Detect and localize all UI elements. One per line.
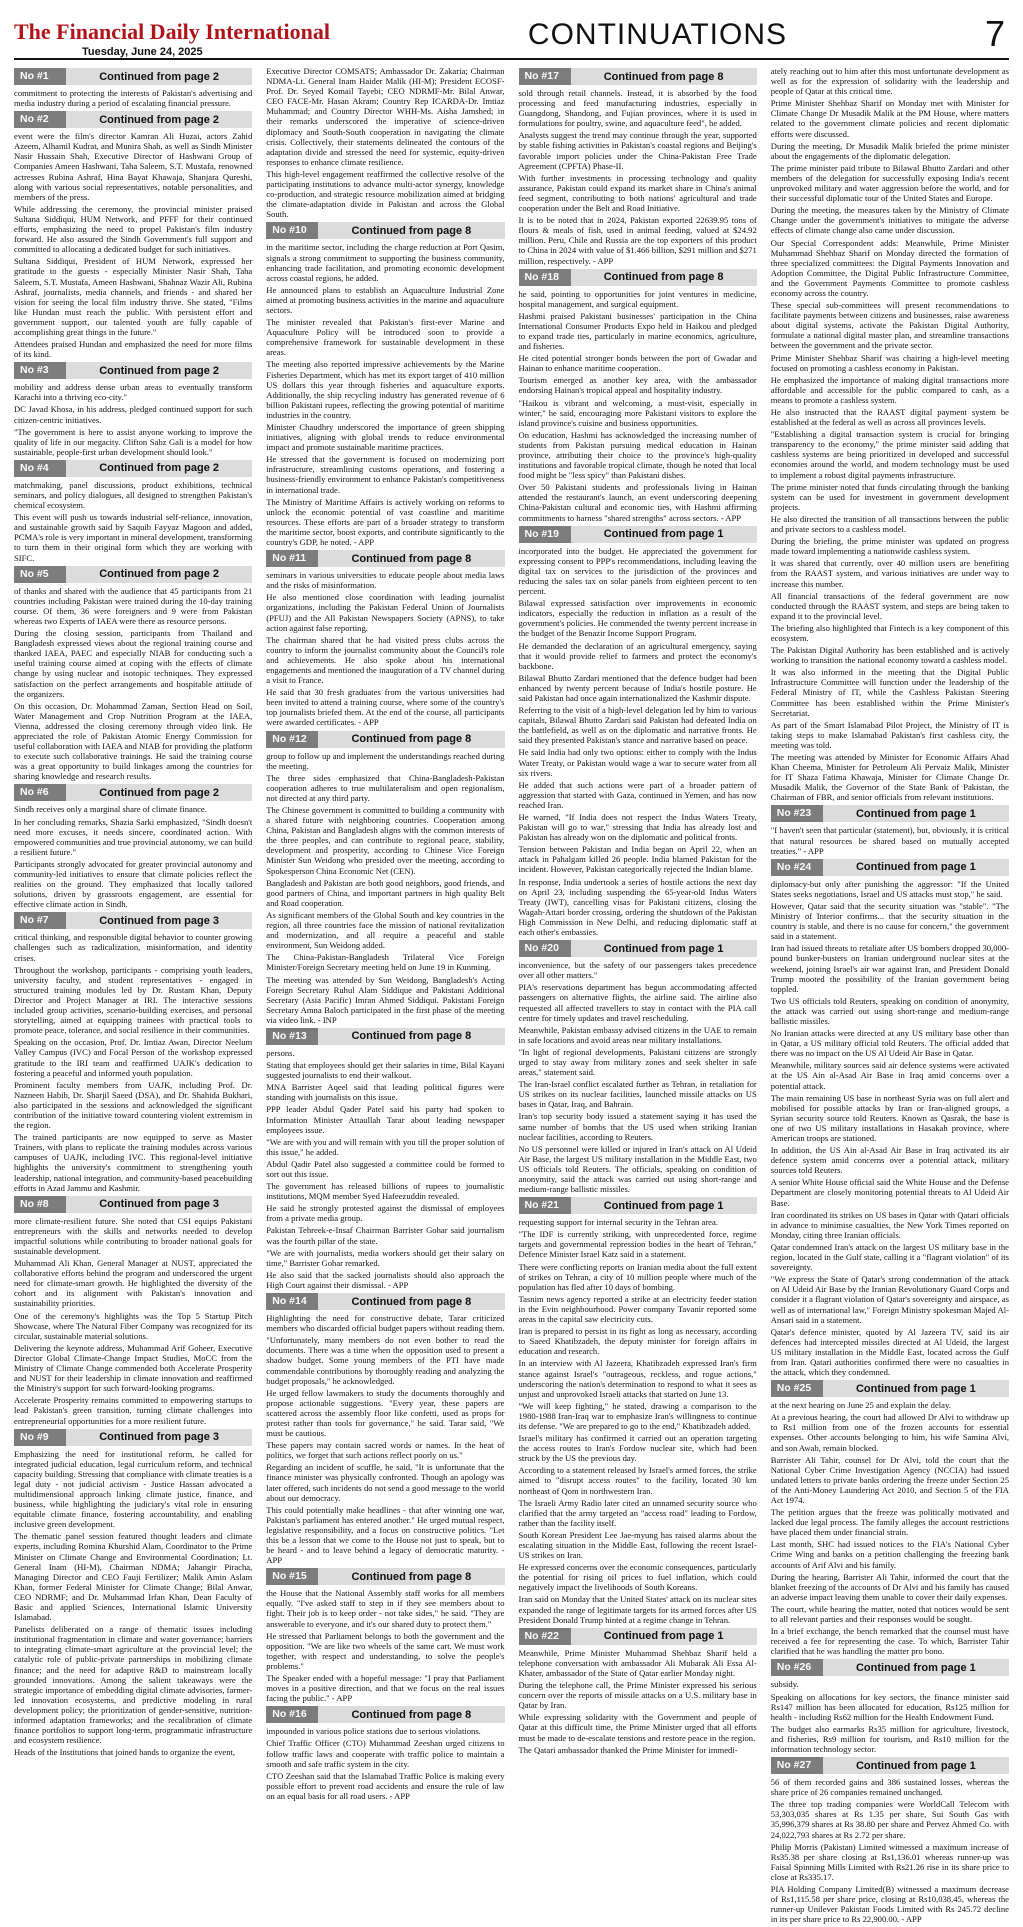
article-paragraph: of thanks and shared with the audience that 45 participants from 21 countries including Pakistan were trained during the 10-day training course. Of them, 36 were foreigners and 9 were from Pakistan whereas two Experts of IAEA were there as resource persons. bbox=[14, 585, 253, 626]
continued-from-label: Continued from page 8 bbox=[351, 733, 472, 746]
article-paragraph: He emphasized the importance of making digital transactions more affordable and accessible for the public compared to cash, as a means to promote a cashless system. bbox=[770, 374, 1009, 405]
continuation-story bbox=[14, 362, 252, 457]
continued-from-label: Continued from page 8 bbox=[603, 271, 724, 284]
article-paragraph: Panelists deliberated on a range of thematic issues including institutional fragmentation in climate and water governance; barriers to integrating climate-smart agriculture at the provincial level; the catalytic role of public-private partnerships in mobilizing climate finance; and the need for adaptive R&D to mainstream locally grounded innovations. Among the salient takeaways were the strategic importance of embedding digital climate advisories, farmer-led innovation ecosystems, and predictive modeling in rural development policy; the prioritization of gender-sensitive, nutrition-informed adaptation frameworks; and the recalibration of climate finance portfolios to support long-term, programmatic infrastructure and ecosystem resilience. bbox=[14, 1624, 253, 1746]
article-paragraph: "Establishing a digital transaction system is crucial for bringing transparency to the economy," the prime minister said adding that cashless systems are being prioritized in developed and successful economies around the world, and modern technology must be used to implement a robust digital payments infrastructure. bbox=[770, 429, 1009, 480]
article-paragraph: He said that 30 fresh graduates from the various universities had been invited to attend a training course, where some of the country's top journalists briefed them. At the end of the course, all participants were awarded certificates. - APP bbox=[266, 687, 505, 728]
article-paragraph: He also instructed that the RAAST digital payment system be established at the federal as well as across all provinces levels. bbox=[770, 407, 1009, 428]
continued-from-label: Continued from page 2 bbox=[99, 568, 220, 581]
article-paragraph: The prime minister noted that funds circulating through the banking system can be used for investment in government development projects. bbox=[770, 481, 1009, 512]
article-paragraph: the House that the National Assembly staff works for all members equally. "I've asked staff to step in if they see members about to fight. Their job is to keep order - not take sides," he said. "They are answerable to everyone, and it's our shared duty to protect them." bbox=[266, 1588, 505, 1629]
article-paragraph: matchmaking, panel discussions, product exhibitions, technical seminars, and policy dialogues, all designed to strengthen Pakistan's chemical ecosystem. bbox=[14, 479, 253, 511]
continued-from-label: Continued from page 1 bbox=[603, 1199, 724, 1212]
article-paragraph: It was shared that currently, over 40 million users are benefiting from the RAAST system, and various initiatives are under way to increase this number. bbox=[770, 558, 1009, 589]
story-header bbox=[14, 68, 252, 85]
article-paragraph: As significant members of the Global South and key countries in the region, all three countries face the mission of national revitalization and modernization, and all require a peaceful and stable environment, Sun Weidong added. bbox=[266, 909, 505, 951]
article-paragraph: During the telephone call, the Prime Minister expressed his serious concern over the reports of missile attacks on a U.S. military base in Qatar by Iran. bbox=[518, 1680, 757, 1711]
story-header bbox=[519, 940, 757, 957]
article-paragraph: at the next hearing on June 25 and explain the delay. bbox=[770, 1400, 951, 1411]
continuation-story bbox=[14, 912, 252, 1192]
article-paragraph: PIA's reservations department has begun accommodating affected passengers on alternative flights, the airline said. The airline also requested all affected travellers to stay in contact with the PIA call centre for timely updates and travel rescheduling. bbox=[518, 982, 757, 1023]
continued-from-label: Continued from page 2 bbox=[99, 786, 220, 799]
continuation-story bbox=[266, 1028, 504, 1290]
article-paragraph: Heads of the Institutions that joined hands to organize the event, bbox=[14, 1747, 236, 1758]
article-paragraph: He added that such actions were part of a broader pattern of aggression that started with Gaza, continued in Yemen, and has now reached Iran. bbox=[518, 779, 757, 810]
article-paragraph: Throughout the workshop, participants - comprising youth leaders, university faculty, and student representatives - engaged in structured training modules led by Dr. Rustam Khan, Deputy Director and Project Manager at IRI. The interactive sessions included group activities, scenario-building exercises, and personal storytelling, aimed at equipping trainees with practical tools to promote peace, tolerance, and social resilience in their communities. bbox=[14, 964, 253, 1036]
article-paragraph: During the meeting, the measures taken by the Ministry of Climate Change under the government's initiatives to mitigate the adverse effects of climate change also came under discussion. bbox=[770, 205, 1009, 236]
continuation-story bbox=[771, 1659, 1009, 1754]
article-paragraph: Tourism emerged as another key area, with the ambassador endorsing Hainan's tropical appeal and hospitality industry. bbox=[518, 375, 757, 396]
article-paragraph: The budget also earmarks Rs35 million for agriculture, livestock, and fisheries, Rs9 million for tourism, and Rs10 million for the information technology sector. bbox=[770, 1723, 1009, 1754]
article-paragraph: These papers may contain sacred words or names. In the heat of politics, we forget that such actions reflect poorly on us." bbox=[266, 1440, 505, 1461]
story-number-tag: No #15 bbox=[266, 1568, 318, 1585]
article-paragraph: PPP leader Abdul Qader Patel said his party had spoken to Information Minister Attaullah Tarar about leading newspaper employees issue. bbox=[266, 1104, 505, 1135]
article-paragraph: He said India had only two options: either to comply with the Indus Water Treaty, or Pakistan would wage a war to secure water from all six rivers. bbox=[518, 747, 757, 778]
article-paragraph: Last month, SHC had issued notices to the FIA's National Cyber Crime Wing and banks on a petition challenging the freezing bank accounts of Arif Alvi and his family. bbox=[770, 1539, 1009, 1570]
article-paragraph: He urged fellow lawmakers to study the documents thoroughly and propose actionable suggestions. "Every year, these papers are scattered across the assembly floor like confetti, used as props for protest rather than tools for governance," he said. Tarar said, "We must be cautious. bbox=[266, 1387, 505, 1439]
article-paragraph: PIA Holding Company Limited(B) witnessed a maximum decrease of Rs1,115.58 per share price, closing at Rs10,038.45, whereas the runner-up Unilever Pakistan Foods Limited with Rs 245.72 decline in its per share price to Rs 22,900.00. - APP bbox=[770, 1884, 1009, 1925]
article-paragraph: Sultana Siddiqui, President of HUM Network, expressed her gratitude to the guests - especially Minister Nasir Shah, Taha Saleem, S.T. Mustafa, Ameen Hashwani, Shahnaz Wazir Ali, Rubina Ashraf, journalists, media channels, and friends - and shared her vision for seeing the local film industry thrive. She stated, "Films like Hundan must reach the public. With persistent effort and government support, our talented youth are fully capable of accomplishing great things in the future." bbox=[14, 256, 253, 337]
continuation-story bbox=[14, 784, 252, 909]
article-paragraph: "We express the State of Qatar's strong condemnation of the attack on Al Udeid Air Base by the Iranian Revolutionary Guard Corps and consider it a flagrant violation of Qatar's sovereignty and airspace, as well as of international law," Foreign Ministry spokesman Majed Al-Ansari said in a statement. bbox=[770, 1274, 1009, 1325]
article-paragraph: Referring to the visit of a high-level delegation led by him to various capitals, Bilawal Bhutto Zardari said Pakistan had defeated India on the battlefield, as well as on the diplomatic and narrative fronts. He said they presented Pakistan's stance and narrative based on peace. bbox=[518, 705, 757, 746]
article-paragraph: The government has released billions of rupees to journalistic institutions, MQM member Syed Hafeezuddin revealed. bbox=[266, 1181, 505, 1202]
article-paragraph: The three top trading companies were WorldCall Telecom with 53,303,035 shares at Rs 1.35 per share, Sui South Gas with 35,996,379 shares at Rs 38.80 per share and Pervez Ahmed Co. with 24,022,793 shares at Rs 2.72 per share. bbox=[770, 1799, 1009, 1840]
article-paragraph: Pakistan Tehreek-e-Insaf Chairman Barrister Gohar said journalism was the fourth pillar of the state. bbox=[266, 1225, 505, 1246]
article-paragraph: During the hearing, Barrister Ali Tahir, informed the court that the blanket freezing of the accounts of Dr Alvi and his family has caused an adverse impact leaving them unable to cover their daily expenses. bbox=[770, 1571, 1009, 1602]
article-paragraph: Analysts suggest the trend may continue through the year, supported by stable fishing activities in Pakistan's coastal regions and Beijing's favorable import policies under the China-Pakistan Free Trade Agreement (CPFTA) Phase-II. bbox=[518, 130, 757, 171]
article-paragraph: "Unfortunately, many members do not even bother to read the documents. There was a time when the opposition used to present a shadow budget. Some young members of the PTI have made commendable contributions by thoroughly reading and analyzing the budget proposals," he acknowledged. bbox=[266, 1335, 505, 1386]
article-paragraph: These special sub-committees will present recommendations to facilitate payments between citizens and businesses, raise awareness about digital systems, activate the Pakistan Digital Authority, formulate a national digital master plan, and streamline transactions between the government and the private sector. bbox=[770, 300, 1009, 351]
story-number-tag: No #12 bbox=[266, 731, 318, 748]
article-paragraph: He stressed that the government is focused on modernizing port infrastructure, streamlining customs operations, and fostering a business-friendly environment to enhance Pakistan's competitiveness in international trade. bbox=[266, 454, 505, 495]
story-number-tag: No #10 bbox=[266, 222, 318, 239]
article-paragraph: The China-Pakistan-Bangladesh Trilateral Vice Foreign Minister/Foreign Secretary meeting held on June 19 in Kunming. bbox=[266, 952, 505, 973]
article-paragraph: During the closing session, participants from Thailand and Bangladesh expressed views about the regional training course and thanked IAEA, PAEC and especially NIAB for conducting such a useful training course aimed at coping with the effects of climate change by using nuclear and isotopic techniques. They expressed satisfaction on the perfect arrangements and hospitable attitude of the organizers. bbox=[14, 628, 253, 699]
article-paragraph: Speaking on allocations for key sectors, the finance minister said Rs147 million has been allocated for education, Rs125 million for health - including Rs62 million for the Health Endowment Fund. bbox=[770, 1691, 1009, 1722]
article-paragraph: No US personnel were killed or injured in Iran's attack on Al Udeid Air Base, the largest US military installation in the Middle East, two US officials told Reuters. The officials, speaking on condition of anonymity, said the attack was carried out using short-range and medium-range ballistic missiles. bbox=[518, 1143, 757, 1195]
article-paragraph: He said he strongly protested against the dismissal of employees from a private media group. bbox=[266, 1203, 505, 1224]
story-header bbox=[519, 1197, 757, 1214]
article-paragraph: Iran is prepared to persist in its fight as long as necessary, according to Saeed Khatibzadeh, the deputy minister for foreign affairs in education and research. bbox=[518, 1326, 757, 1357]
continued-from-label: Continued from page 1 bbox=[855, 861, 976, 874]
article-paragraph: This event will push us towards industrial self-reliance, innovation, and sustainable growth said by Saquib Fayyaz Magoon and added, PCMA's role is very important in mineral development, transforming to turn them in their original form which they are working with SIFC. bbox=[14, 512, 253, 563]
continuation-story bbox=[771, 1757, 1009, 1924]
article-paragraph: "The IDF is currently striking, with unprecedented force, regime targets and governmental repression bodies in the heart of Tehran," Defence Minister Israel Katz said in a statement. bbox=[518, 1229, 757, 1260]
story-number-tag: No #14 bbox=[266, 1293, 318, 1310]
article-paragraph: Philip Morris (Pakistan) Limited witnessed a maximum increase of Rs35.38 per share closing at Rs1,136.01 whereas runner-up was Faisal Spinning Mills Limited with Rs21.26 rise in its share price to close at Rs335.17. bbox=[770, 1841, 1009, 1882]
article-paragraph: "In light of regional developments, Pakistani citizens are strongly urged to stay away from military zones and seek shelter in safe areas," statement said. bbox=[518, 1046, 757, 1078]
story-number-tag: No #21 bbox=[519, 1197, 571, 1214]
story-header bbox=[266, 1568, 504, 1585]
article-paragraph: mobility and address dense urban areas to eventually transform Karachi into a thriving eco-city." bbox=[14, 382, 253, 403]
article-paragraph: Iran had issued threats to retaliate after US bombers dropped 30,000-pound bunker-busters on Iranian underground nuclear sites at the weekend, joining Israel's air war against Iran, and President Donald Trump mooted the possibility of the Iranian government being toppled. bbox=[770, 943, 1009, 994]
continued-from-label: Continued from page 1 bbox=[603, 1630, 724, 1643]
continuation-story bbox=[266, 222, 504, 547]
article-paragraph: While addressing the ceremony, the provincial minister praised Sultana Siddiqui, HUM Network, and PFFF for their continued efforts, emphasizing the need to propel Pakistan's film industry forward. He also assured the Sindh Government's full support and committed to allocating a dedicated budget for such initiatives. bbox=[14, 203, 253, 255]
article-paragraph: commitment to protecting the interests of Pakistan's advertising and media industry during a period of escalating financial pressure. bbox=[14, 88, 253, 109]
article-paragraph: Meanwhile, military sources said air defence systems were activated at the US Ain al-Asad Air Base in Iraq amid concerns over a potential attack. bbox=[770, 1060, 1009, 1091]
continued-from-label: Continued from page 2 bbox=[99, 364, 220, 377]
story-number-tag: No #7 bbox=[14, 912, 66, 929]
article-paragraph: Prime Minister Shehbaz Sharif was chairing a high-level meeting focused on promoting a cashless economy in Pakistan. bbox=[770, 352, 1009, 373]
story-header bbox=[14, 1429, 252, 1446]
article-paragraph: Chief Traffic Officer (CTO) Muhammad Zeeshan urged citizens to follow traffic laws and cooperate with traffic police to maintain a smooth and safe traffic system in the city. bbox=[266, 1738, 505, 1769]
article-paragraph: event were the film's director Kamran Ali Huzai, actors Zahid Azeem, Alhamil Kudrat, and Munira Shah, as well as Sindh Minister Nasir Hussain Shah, Executive Director of Hashwani Group of Companies Ameen Hashwani, Taha Saleem, S.T. Mustafa, renowned actresses Rubina Ashraf, Hina Bayat Khawaja, Shanjara Qureshi, along with various social representatives, notable personalities, and members of the press. bbox=[14, 131, 253, 202]
article-paragraph: Barrister Ali Tahir, counsel for Dr Alvi, told the court that the National Cyber Crime Investigation Agency (NCCIA) had issued undated letters to private banks ordering the freeze under Section 25 of the Anti-Money Laundering Act 2010, and Section 5 of the FIA Act 1974. bbox=[770, 1454, 1009, 1505]
article-paragraph: The chairman shared that he had visited press clubs across the country to inform the journalist community about the Council's role and achievements. He also spoke about his international engagements and mentioned the inauguration of a TV channel during a visit to France. bbox=[266, 634, 505, 686]
article-paragraph: he said, pointing to opportunities for joint ventures in medicine, hospital management, and surgical equipment. bbox=[518, 288, 757, 309]
continued-from-label: Continued from page 1 bbox=[855, 1759, 976, 1772]
continued-from-label: Continued from page 8 bbox=[351, 552, 472, 565]
article-paragraph: The Iran-Israel conflict escalated further as Tehran, in retaliation for US strikes on its nuclear facilities, launched missile attacks on US bases in Qatar, Iraq, and Bahrain. bbox=[518, 1079, 757, 1110]
story-header bbox=[771, 859, 1009, 876]
article-paragraph: ately reaching out to him after this most unfortunate development as well as for the expression of solidarity with the leadership and people of Qatar at this critical time. bbox=[770, 66, 1009, 97]
article-paragraph: The three sides emphasized that China-Bangladesh-Pakistan cooperation adheres to true multilateralism and open regionalism, not directed at any third party. bbox=[266, 772, 505, 803]
story-header bbox=[266, 731, 504, 748]
story-number-tag: No #2 bbox=[14, 111, 66, 128]
story-number-tag: No #22 bbox=[519, 1628, 571, 1645]
article-paragraph: 56 of them recorded gains and 386 sustained losses, whereas the share price of 26 companies remained unchanged. bbox=[770, 1777, 1009, 1798]
continuation-story bbox=[14, 566, 252, 782]
continuation-story bbox=[266, 1293, 504, 1565]
article-paragraph: All financial transactions of the federal government are now conducted through the RAAST system, and steps are being taken to expand it to the provincial level. bbox=[770, 590, 1009, 621]
article-paragraph: Abdul Qadir Patel also suggested a committee could be formed to sort out this issue. bbox=[266, 1158, 505, 1179]
continued-from-label: Continued from page 8 bbox=[351, 1295, 472, 1308]
article-paragraph: Tasnim news agency reported a strike at an electricity feeder station in the Evin neighbourhood. Power company Tavanir reported some areas in the capital saw electricity cuts. bbox=[518, 1293, 757, 1325]
article-paragraph: It was also informed in the meeting that the Digital Public Infrastructure Committee will function under the leadership of the Federal Ministry of IT, while the Cashless Pakistan Steering Committee has been established within the Prime Minister's Secretariat. bbox=[770, 667, 1009, 718]
article-paragraph: The thematic panel session featured thought leaders and climate experts, including Romina Khurshid Alam, Coordinator to the Prime Minister on Climate Change and Environmental Coordination; Lt. General Inam (HI-M), Chairman NDMA; Jahangir Piracha, Managing Director and CEO Fauji Fertilizer; Malik Amin Aslam Khan, former Federal Minister for Climate Change; Bilal Anwar, CEO NDRMF; and Dr. Muhammad Irfan Khan, Dean Faculty of Basic and applied Sciences, International Islamic University Islamabad. bbox=[14, 1531, 253, 1623]
article-paragraph: During the briefing, the prime minister was updated on progress made toward implementing a nationwide cashless system. bbox=[770, 536, 1009, 557]
article-paragraph: Executive Director COMSATS; Ambassador Dr. Zakaria; Chairman NDMA-Lt. General Inam Haider Malik (HI-M); President ECOSF-Prof. Dr. Seyed Komail Tayebi; CEO NDRMF-Mr. Bilal Anwar, CEO FACE-Mr. Hasan Akram; Country Rep ICARDA-Dr. Imtiaz Muhammad; and Country Director WHH-Ms. Aisha Jamshed; in their remarks underscored the imperative of science-driven diplomacy and South-South cooperation in navigating the climate crisis. Collectively, their statements delineated the contours of the adaptation divide and stressed the need for systemic, equity-driven responses to enhance climate resilience. bbox=[266, 66, 505, 167]
article-paragraph: Muhammad Ali Khan, General Manager at NUST, appreciated the collaborative efforts behind the program and underscored the urgent need for climate-smart growth. He highlighted the diversity of the cohort and its alignment with Pakistan's innovation and sustainability priorities. bbox=[14, 1258, 253, 1309]
story-header bbox=[14, 362, 252, 379]
article-paragraph: He warned, "If India does not respect the Indus Waters Treaty, Pakistan will go to war," stressing that India has already lost and Pakistan has already won on the diplomatic and political fronts. bbox=[518, 812, 757, 843]
article-columns bbox=[14, 66, 1009, 1925]
story-number-tag: No #19 bbox=[519, 526, 571, 543]
continued-from-label: Continued from page 1 bbox=[855, 807, 976, 820]
story-header bbox=[266, 222, 504, 239]
continued-from-label: Continued from page 2 bbox=[99, 113, 220, 126]
story-header bbox=[771, 805, 1009, 822]
article-paragraph: It is to be noted that in 2024, Pakistan exported 22639.95 tons of flours & meals of fish, used in animal feeding, valued at $24.92 million. Peru, Chile and Russia are the top exporters of this product to China in 2024 with value of $1.466 billion, $291 million and $271 million, respectively. - APP bbox=[518, 215, 757, 266]
continuation-story bbox=[266, 1706, 504, 1801]
continued-from-label: Continued from page 3 bbox=[99, 1431, 220, 1444]
article-paragraph: Qatar's defence minister, quoted by Al Jazeera TV, said its air defences had intercepted missiles directed at Al Udeid, the largest US military installation in the Middle East, located across the Gulf from Iran. Qatari authorities confirmed there were no casualties in the attack, which they condemned. bbox=[770, 1326, 1009, 1378]
article-paragraph: CTO Zeeshan said that the Islamabad Traffic Police is making every possible effort to prevent road accidents and ensure the rule of law on an equal basis for all road users. - APP bbox=[266, 1770, 505, 1801]
article-paragraph: The briefing also highlighted that Fintech is a key component of this ecosystem. bbox=[770, 622, 1009, 643]
continuation-story bbox=[14, 111, 252, 359]
article-paragraph: Delivering the keynote address, Muhammad Arif Goheer, Executive Director Global Climate-Change Impact Studies, MoCC from the Ministry of Climate Change commended both Accelerate Prosperity and NUST for their leadership in climate innovation and reaffirmed the Ministry's support for such forward-looking programs. bbox=[14, 1342, 253, 1394]
story-header bbox=[14, 460, 252, 477]
story-number-tag: No #9 bbox=[14, 1429, 66, 1446]
article-paragraph: Meanwhile, Prime Minister Muhammad Shehbaz Sharif held a telephone conversation with ambassador Ali Mubarak Ali Essa Al-Khater, ambassador of the State of Qatar earlier Monday night. bbox=[518, 1647, 757, 1678]
story-number-tag: No #13 bbox=[266, 1028, 318, 1045]
continuation-story bbox=[519, 1628, 757, 1755]
article-paragraph: South Korean President Lee Jae-myung has raised alarms about the escalating situation in the Middle East, following the recent Israel-US strikes on Iran. bbox=[518, 1529, 757, 1561]
story-number-tag: No #20 bbox=[519, 940, 571, 957]
story-header bbox=[771, 1659, 1009, 1676]
article-paragraph: This could potentially make headlines - that after winning one war, Pakistan's parliament has entered another." He urged mutual respect, legislative responsibility, and a focus on constructive politics. "Let this be a lesson that we come to the House not just to speak, but to be heard - and to leave behind a legacy of democratic maturity. - APP bbox=[266, 1504, 505, 1566]
continuation-story bbox=[771, 859, 1009, 1377]
continuation-story bbox=[771, 66, 1009, 802]
article-paragraph: Hashmi praised Pakistani businesses' participation in the China International Consumer Products Expo held in Haikou and pledged to expand trade ties, particularly in marine economics, agriculture, and fisheries. bbox=[518, 310, 757, 352]
story-number-tag: No #5 bbox=[14, 566, 66, 583]
article-paragraph: The Qatari ambassador thanked the Prime Minister for immedi- bbox=[518, 1744, 738, 1755]
article-paragraph: At a previous hearing, the court had allowed Dr Alvi to withdraw up to Rs1 million from one of the frozen accounts for essential expenses. Other accounts belonging to him, his wife Samina Alvi, and son Awab, remain blocked. bbox=[770, 1412, 1009, 1453]
article-paragraph: "Haikou is vibrant and welcoming, a must-visit, especially in winter," he said, encouraging more Pakistani visitors to explore the island province's cuisine and business opportunities. bbox=[518, 397, 757, 428]
column-2 bbox=[266, 66, 504, 1927]
story-header bbox=[519, 68, 757, 85]
article-paragraph: The meeting was attended by Minister for Economic Affairs Ahad Khan Cheema, Minister for Petroleum Ali Pervaiz Malik, Minister for IT Shaza Fatima Khawaja, Minister for Climate Change Dr. Musadik Malik, the Governor of the State Bank of Pakistan, the Chairman of FBR, and senior officials from relevant institutions. bbox=[770, 752, 1009, 803]
article-paragraph: Stating that employees should get their salaries in time, Bilal Kayani suggested journalists to end their walkout. bbox=[266, 1060, 505, 1081]
article-paragraph: He stressed that Parliament belongs to both the government and the opposition. "We are like two wheels of the same cart. We must work together, with respect and understanding, to solve the people's problems." bbox=[266, 1630, 505, 1671]
story-header bbox=[266, 550, 504, 567]
story-header bbox=[519, 269, 757, 286]
story-header bbox=[266, 1706, 504, 1723]
article-paragraph: persons. bbox=[266, 1047, 295, 1058]
story-header bbox=[14, 111, 252, 128]
continued-from-label: Continued from page 8 bbox=[351, 1708, 472, 1721]
continued-from-label: Continued from page 1 bbox=[603, 942, 724, 955]
article-paragraph: The Speaker ended with a hopeful message: "I pray that Parliament moves in a positive direction, and that we focus on the real issues facing the public." - APP bbox=[266, 1673, 505, 1704]
brand-block bbox=[14, 20, 330, 58]
story-number-tag: No #16 bbox=[266, 1706, 318, 1723]
story-header bbox=[14, 566, 252, 583]
article-paragraph: He demanded the declaration of an agricultural emergency, saying that it would provide relief to farmers and protect the economy's backbone. bbox=[518, 640, 757, 671]
article-paragraph: "The government is here to assist anyone working to improve the quality of life in our megacity. Clifton Sabz Gali is a model for how sustainable, people-first urban development should look." bbox=[14, 426, 253, 457]
article-paragraph: No Iranian attacks were directed at any US military base other than in Qatar, a US military official told Reuters. The official added that there was no impact on the US Al Udeid Air Base in Qatar. bbox=[770, 1028, 1009, 1059]
column-3 bbox=[519, 66, 757, 1927]
article-paragraph: "We are with you and will remain with you till the proper solution of this issue," he added. bbox=[266, 1136, 505, 1157]
article-paragraph: While expressing solidarity with the Government and people of Qatar at this difficult time, the Prime Minister urged that all efforts must be made to de-escalate tensions and restore peace in the region. bbox=[518, 1712, 757, 1743]
article-paragraph: Bilawal expressed satisfaction over improvements in economic indicators, especially the reduction in inflation as a result of the government's policies. He commended the twenty percent increase in the budget of the Benazir Income Support Program. bbox=[518, 598, 757, 639]
article-paragraph: Emphasizing the need for institutional reform, he called for integrated judicial education, legal curriculum reform, and technical capacity building. Stressing that compliance with climate treaties is a legal duty - not judicial activism - Justice Hassan advocated a multidimensional approach linking climate justice, finance, and business, while highlighting the judiciary's vital role in ensuring equitable climate finance, fostering accountability, and enabling inclusive green development. bbox=[14, 1448, 253, 1530]
article-paragraph: "We are with journalists, media workers should get their salary on time," Barrister Gohar remarked. bbox=[266, 1247, 505, 1268]
article-paragraph: Meanwhile, Pakistan embassy advised citizens in the UAE to remain in safe locations and avoid areas near military installations. bbox=[518, 1024, 757, 1045]
article-paragraph: The trained participants are now equipped to serve as Master Trainers, with plans to replicate the training modules across various campuses of UAJK, including IVC. This regional-level initiative highlights the university's commitment to strengthening youth leadership, national integration, and community-based peacebuilding efforts in Azad Jammu and Kashmir. bbox=[14, 1132, 253, 1193]
article-paragraph: impounded in various police stations due to serious violations. bbox=[266, 1726, 481, 1737]
continuation-story bbox=[519, 1197, 757, 1625]
section-title: CONTINUATIONS bbox=[527, 18, 788, 51]
article-paragraph: Qatar condemned Iran's attack on the largest US military base in the region, located in the Gulf state, calling it a "flagrant violation" of its sovereignty. bbox=[770, 1241, 1009, 1273]
article-paragraph: Highlighting the need for constructive debate, Tarar criticized members who discarded official budget papers without reading them. bbox=[266, 1313, 505, 1334]
continuation-story bbox=[266, 731, 504, 1025]
continued-from-label: Continued from page 3 bbox=[99, 1198, 220, 1211]
story-header bbox=[519, 1628, 757, 1645]
story-header bbox=[266, 1293, 504, 1310]
article-paragraph: Attendees praised Hundan and emphasized the need for more films of its kind. bbox=[14, 339, 253, 360]
article-paragraph: The court, while hearing the matter, noted that notices would be sent to all relevant parties and their responses would be sought. bbox=[770, 1603, 1009, 1625]
article-paragraph: group to follow up and implement the understandings reached during the meeting. bbox=[266, 750, 505, 771]
continuation-story bbox=[266, 1568, 504, 1703]
article-paragraph: The petition argues that the freeze was politically motivated and lacked due legal process. The family alleges the account restrictions have placed them under financial strain. bbox=[770, 1507, 1009, 1538]
article-paragraph: This high-level engagement reaffirmed the collective resolve of the participating institutions to advance multi-actor synergy, knowledge co-production, and strategic resource mobilization aimed at bridging the climate-adaptation divide in Pakistan and across the Global South. bbox=[266, 168, 505, 220]
article-paragraph: inconvenience, but the safety of our passengers takes precedence over all other matters." bbox=[518, 960, 757, 981]
column-4 bbox=[771, 66, 1009, 1927]
continuation-story bbox=[14, 1196, 252, 1426]
article-paragraph: sold through retail channels. Instead, it is absorbed by the food processing and feed manufacturing industries, especially in Guangdong, Shandong, and Fujian provinces, where it is used in formulations for poultry, swine, and aquaculture feed", he added. bbox=[518, 88, 757, 129]
article-paragraph: Over 50 Pakistani students and professionals living in Hainan attended the restaurant's launch, an event underscoring deepening China-Pakistan cultural and economic ties, with Hashmi affirming commitments to harness "shared strengths" across sectors. - APP bbox=[518, 482, 757, 523]
article-paragraph: subsidy. bbox=[770, 1679, 799, 1690]
article-paragraph: "I haven't seen that particular (statement), but, obviously, it is critical that natural resources be shared based on mutually accepted treaties." - APP bbox=[770, 825, 1009, 856]
story-number-tag: No #17 bbox=[519, 68, 571, 85]
article-paragraph: Prime Minister Shehbaz Sharif on Monday met with Minister for Climate Change Dr Musadik Malik at the PM House, where matters related to the government climate policies and recent diplomatic efforts were discussed. bbox=[770, 98, 1009, 139]
article-paragraph: Tension between Pakistan and India began on April 22, when an attack in Pahalgam killed 26 people. India blamed Pakistan for the incident. However, Pakistan categorically rejected the Indian blame. bbox=[518, 844, 757, 875]
story-number-tag: No #1 bbox=[14, 68, 66, 85]
article-paragraph: He also said that the sacked journalists should also approach the High Court against their dismissal. - APP bbox=[266, 1269, 505, 1290]
article-paragraph: Our Special Correspondent adds: Meanwhile, Prime Minister Muhammad Shehbaz Sharif on Monday directed the formation of three specialized committees: the Digital Payments Innovation and Adoption Committee, the Digital Public Infrastructure Committee, and the Government Payments Committee to promote cashless economy across the country. bbox=[770, 237, 1009, 298]
article-paragraph: Minister Chaudhry underscored the importance of green shipping initiatives, aligning with global trends to reduce environmental impact and promote sustainable maritime practices. bbox=[266, 422, 505, 453]
story-header bbox=[266, 1028, 504, 1045]
story-number-tag: No #4 bbox=[14, 460, 66, 477]
continuation-story bbox=[14, 68, 252, 108]
article-paragraph: Israel's military has confirmed it carried out an operation targeting the access routes to Iran's Fordow nuclear site, which had been struck by the US the previous day. bbox=[518, 1433, 757, 1464]
article-paragraph: in the maritime sector, including the charge reduction at Port Qasim, signals a strong commitment to supporting the business community, enhancing trade facilitation, and promoting economic development across coastal regions, he added. bbox=[266, 242, 505, 283]
story-header bbox=[14, 912, 252, 929]
continuation-story bbox=[771, 1380, 1009, 1656]
article-paragraph: incorporated into the budget. He appreciated the government for expressing consent to PPP's recommendations, including leaving the digital tax on services to the jurisdiction of the provinces and reducing the sales tax on solar panels from eighteen percent to ten percent. bbox=[518, 545, 757, 597]
article-paragraph: There were conflicting reports on Iranian media about the full extent of strikes on Tehran, a city of 10 million people where much of the population has fled after 10 days of bombing. bbox=[518, 1261, 757, 1292]
article-paragraph: Iran's top security body issued a statement saying it has used the same number of bombs that the US used when striking Iranian nuclear facilities, according to Reuters. bbox=[518, 1111, 757, 1142]
continuation-story bbox=[14, 460, 252, 563]
article-paragraph: Two US officials told Reuters, speaking on condition of anonymity, the attack was carried out using short-range and medium-range ballistic missiles. bbox=[770, 995, 1009, 1026]
article-paragraph: The Chinese government is committed to building a community with a shared future with neighboring countries. Cooperation among China, Pakistan and Bangladesh aligns with the common interests of the three peoples, and can contribute to regional peace, stability, development and prosperity, according to Chinese Vice Foreign Minister Sun Weidong who presided over the meeting, according to Spokesperson China Economic Net (CEN). bbox=[266, 805, 505, 876]
article-paragraph: Iran coordinated its strikes on US bases in Qatar with Qatari officials in advance to minimise casualties, the New York Times reported on Monday, citing three Iranian officials. bbox=[770, 1209, 1009, 1240]
article-paragraph: Iran said on Monday that the United States' attack on its nuclear sites expanded the range of legitimate targets for its armed forces after US President Donald Trump hinted at a regime change in Tehran. bbox=[518, 1594, 757, 1625]
story-number-tag: No #6 bbox=[14, 784, 66, 801]
article-paragraph: As part of the Smart Islamabad Pilot Project, the Ministry of IT is taking steps to make Islamabad Pakistan's first cashless city, the meeting was told. bbox=[770, 719, 1009, 750]
story-number-tag: No #23 bbox=[771, 805, 823, 822]
continuation-story bbox=[519, 940, 757, 1194]
article-paragraph: diplomacy-but only after punishing the aggressor: "If the United States seeks negotiations, Israel and US attacks must stop," he said. bbox=[770, 878, 1009, 899]
story-header bbox=[14, 784, 252, 801]
masthead bbox=[14, 8, 1009, 60]
continued-from-label: Continued from page 2 bbox=[99, 70, 220, 83]
story-header bbox=[14, 1196, 252, 1213]
story-header bbox=[771, 1757, 1009, 1774]
article-paragraph: In an interview with Al Jazeera, Khatibzadeh expressed Iran's firm stance against Israel's "outrageous, reckless, and rogue actions," underscoring the nation's determination to respond to what it sees as unjust and unprovoked Israeli attacks that started on June 13. bbox=[518, 1358, 757, 1399]
story-number-tag: No #18 bbox=[519, 269, 571, 286]
article-paragraph: He also mentioned close coordination with leading journalist organizations, including the Pakistan Federal Union of Journalists (PFUJ) and the All Pakistan Newspapers Society (APNS), to take action against false reporting. bbox=[266, 592, 505, 633]
article-paragraph: A senior White House official said the White House and the Defense Department are closely monitoring potential threats to Al Udeid Air Base. bbox=[770, 1177, 1009, 1208]
article-paragraph: In her concluding remarks, Shazia Sarki emphasized, "Sindh doesn't need more excuses, it needs sincere, coordinated action. With empowered communities and true provincial autonomy, we can build a resilient future." bbox=[14, 816, 253, 857]
continued-from-label: Continued from page 8 bbox=[351, 224, 472, 237]
story-number-tag: No #8 bbox=[14, 1196, 66, 1213]
article-paragraph: He announced plans to establish an Aquaculture Industrial Zone aimed at promoting business activities in the marine and aquaculture sectors. bbox=[266, 284, 505, 315]
continuation-story bbox=[771, 805, 1009, 855]
article-paragraph: The minister revealed that Pakistan's first-ever Marine and Aquaculture Policy will be introduced soon to provide a comprehensive framework for sustainable development in these areas. bbox=[266, 317, 505, 358]
article-paragraph: The meeting also reported impressive achievements by the Marine Fisheries Department, which has met its export target of 410 million US dollars this year through fisheries and aquaculture exports. Additionally, the ship recycling industry has generated revenue of 6 billion Pakistani rupees, reflecting the growing potential of maritime industries in the country. bbox=[266, 359, 505, 420]
continuation-story bbox=[266, 550, 504, 727]
story-number-tag: No #27 bbox=[771, 1757, 823, 1774]
continuation-story bbox=[266, 66, 504, 219]
story-number-tag: No #25 bbox=[771, 1380, 823, 1397]
article-paragraph: However, Qatar said that the security situation was "stable". "The Ministry of Interior confirms... that the security situation in the country is stable, and there is no cause for concern," the government said in a statement. bbox=[770, 900, 1009, 942]
article-paragraph: The Pakistan Digital Authority has been established and is actively working to transition the national economy toward a cashless model. bbox=[770, 645, 1009, 666]
paper-name: The Financial Daily International bbox=[14, 19, 330, 44]
article-paragraph: The prime minister paid tribute to Bilawal Bhutto Zardari and other members of the delegation for successfully exposing India's recent unprovoked military and water aggression before the world, and for their successful diplomatic tour of the United States and Europe. bbox=[770, 162, 1009, 204]
article-paragraph: The Ministry of Maritime Affairs is actively working on reforms to unlock the economic potential of vast coastline and maritime resources. These efforts are part of a broader strategy to transform the maritime sector, boost exports, and contribute significantly to the country's GDP, he noted. - APP bbox=[266, 496, 505, 548]
article-paragraph: One of the ceremony's highlights was the Top 5 Startup Pitch Showcase, where The Natural Fiber Company was recognized for its circular, sustainable material solutions. bbox=[14, 1310, 253, 1341]
continued-from-label: Continued from page 8 bbox=[351, 1030, 472, 1043]
article-paragraph: According to a statement released by Israel's armed forces, the strike aimed to "disrupt access routes" to the facility, located 30 km northeast of Qom in northwestern Iran. bbox=[518, 1465, 757, 1496]
article-paragraph: The meeting was attended by Sun Weidong, Bangladesh's Acting Foreign Secretary Ruhul Alam Siddique and Pakistani Additional Secretary (Asia Pacific) Imran Ahmed Siddiqui. Pakistani Foreign Secretary Amna Baloch participated in the first phase of the meeting via video link. - INP bbox=[266, 974, 505, 1025]
article-paragraph: Sindh receives only a marginal share of climate finance. bbox=[14, 804, 207, 815]
article-paragraph: Participants strongly advocated for greater provincial autonomy and community-led initiatives to ensure that climate policies reflect the realities on the ground. They emphasized that locally tailored solutions, driven by grassroots engagement, are essential for effective climate action in Sindh. bbox=[14, 858, 253, 910]
article-paragraph: In response, India undertook a series of hostile actions the next day on April 23, including suspending the 65-year-old Indus Waters Treaty (IWT), cancelling visas for Pakistani citizens, closing the Wagah-Attari border crossing, ordering the shutdown of the Pakistan High Commission in New Delhi, and reducing diplomatic staff at each other's embassies. bbox=[518, 876, 757, 938]
article-paragraph: The Israeli Army Radio later cited an unnamed security source who clarified that the army targeted an "access road" leading to Fordow, rather than the facility itself. bbox=[518, 1497, 757, 1528]
article-paragraph: "We will keep fighting," he stated, drawing a comparison to the 1980-1988 Iran-Iraq war to emphasize Iran's willingness to continue its defense. "We are prepared to go to the end," Khatibzadeh added. bbox=[518, 1400, 757, 1431]
article-paragraph: He cited potential stronger bonds between the port of Gwadar and Hainan to enhance maritime cooperation. bbox=[518, 353, 757, 374]
continued-from-label: Continued from page 1 bbox=[855, 1661, 976, 1674]
article-paragraph: In addition, the US Ain al-Asad Air Base in Iraq activated its air defence system amid concerns over a potential attack, military sources told Reuters. bbox=[770, 1145, 1009, 1176]
continued-from-label: Continued from page 1 bbox=[603, 528, 724, 541]
story-header bbox=[519, 526, 757, 543]
article-paragraph: requesting support for internal security in the Tehran area. bbox=[518, 1217, 718, 1228]
continued-from-label: Continued from page 8 bbox=[351, 1570, 472, 1583]
article-paragraph: more climate-resilient future. She noted that CSI equips Pakistani entrepreneurs with the skills and networks needed to develop impactful solutions while contributing to broader national goals for sustainable development. bbox=[14, 1215, 253, 1256]
page-number: 7 bbox=[984, 13, 1005, 54]
article-paragraph: Bangladesh and Pakistan are both good neighbors, good friends, and good partners of China, and important partners in high quality Belt and Road cooperation. bbox=[266, 877, 505, 908]
article-paragraph: critical thinking, and responsible digital behavior to counter growing challenges such as radicalization, misinformation, and identity crises. bbox=[14, 932, 253, 963]
story-number-tag: No #3 bbox=[14, 362, 66, 379]
article-paragraph: DC Javad Khosa, in his address, pledged continued support for such citizen-centric initiatives. bbox=[14, 404, 253, 425]
article-paragraph: On education, Hashmi has acknowledged the increasing number of students from Pakistan pursuing medical education in Hainan province, attributing their choice to the province's high-quality institutions and favorable tropical climate, though he noted that local food might be "less spicy" than Pakistani dishes. bbox=[518, 429, 757, 481]
issue-date: Tuesday, June 24, 2025 bbox=[82, 46, 203, 58]
continued-from-label: Continued from page 2 bbox=[99, 462, 220, 475]
article-paragraph: He also directed the transition of all transactions between the public and private sectors to a cashless model. bbox=[770, 513, 1009, 535]
story-number-tag: No #26 bbox=[771, 1659, 823, 1676]
article-paragraph: The main remaining US base in northeast Syria was on full alert and mobilised for possible attacks by Iran or Iran-aligned groups, a Syrian security source told Reuters. Known as Qasrak, the base is one of two US military installations in Hasakah province, where American troops are stationed. bbox=[770, 1092, 1009, 1143]
article-paragraph: On this occasion, Dr. Mohammad Zaman, Section Head on Soil, Water Management and Crop Nutrition Program at the IAEA, Vienna, addressed the closing ceremony through video link. He appreciated the role of Pakistan Atomic Energy Commission for useful collaboration with IAEA and NIAB for providing the platform to execute such collaborative trainings. He said the training course was a great opportunity to build linkages among the countries for sharing knowledge and research results. bbox=[14, 700, 253, 782]
article-paragraph: Bilawal Bhutto Zardari mentioned that the defence budget had been enhanced by twenty percent because of India's hostile posture. He said Pakistan had once again internationalized the Kashmir dispute. bbox=[518, 672, 757, 703]
continuation-story bbox=[519, 269, 757, 523]
continuation-story bbox=[14, 1429, 252, 1758]
article-paragraph: Accelerate Prosperity remains committed to empowering startups to lead Pakistan's green transition, turning climate challenges into entrepreneurial opportunities for a more resilient future. bbox=[14, 1395, 253, 1426]
article-paragraph: Prominent faculty members from UAJK, including Prof. Dr. Nazneen Habib, Dr. Sharjil Saeed (DSA), and Dr. Shahida Bukhari, also participated in the sessions and acknowledged the significant contribution of the initiative toward countering violent extremism in the region. bbox=[14, 1079, 253, 1131]
continued-from-label: Continued from page 8 bbox=[603, 70, 724, 83]
continued-from-label: Continued from page 3 bbox=[99, 914, 220, 927]
story-number-tag: No #11 bbox=[266, 550, 318, 567]
continued-from-label: Continued from page 1 bbox=[855, 1382, 976, 1395]
continuation-story bbox=[519, 68, 757, 266]
column-1 bbox=[14, 66, 252, 1927]
article-paragraph: With further investments in processing technology and quality assurance, Pakistan could expand its market share in China's animal feed segment, contributing to both nations' agricultural and trade cooperation under the Belt and Road Initiative. bbox=[518, 172, 757, 214]
article-paragraph: During the meeting, Dr Musadik Malik briefed the prime minister about the engagements of the diplomatic delegation. bbox=[770, 140, 1009, 161]
continuation-story bbox=[519, 526, 757, 937]
article-paragraph: Speaking on the occasion, Prof. Dr. Imtiaz Awan, Director Neelum Valley Campus (IVC) and Focal Person of the workshop expressed gratitude to the IRI team and reaffirmed UAJK's dedication to fostering a peaceful and informed youth population. bbox=[14, 1037, 253, 1078]
story-header bbox=[771, 1380, 1009, 1397]
story-number-tag: No #24 bbox=[771, 859, 823, 876]
article-paragraph: Regarding an incident of scuffle, he said, "It is unfortunate that the finance minister was physically confronted. Though an apology was later offered, such incidents do not send a good message to the world about our democracy. bbox=[266, 1462, 505, 1503]
article-paragraph: He expressed concerns over the economic consequences, particularly the potential for rising oil prices to fuel inflation, which could negatively impact the livelihoods of South Koreans. bbox=[518, 1562, 757, 1593]
article-paragraph: seminars in various universities to educate people about media laws and the risks of misinformation. bbox=[266, 570, 505, 591]
article-paragraph: MNA Barrister Aqeel said that leading political figures were standing with journalists on this issue. bbox=[266, 1082, 505, 1103]
article-paragraph: In a brief exchange, the bench remarked that the counsel must have received a fee for representing the case. To which, Barrister Tahir clarified that he was handling the matter pro bono. bbox=[770, 1626, 1009, 1657]
